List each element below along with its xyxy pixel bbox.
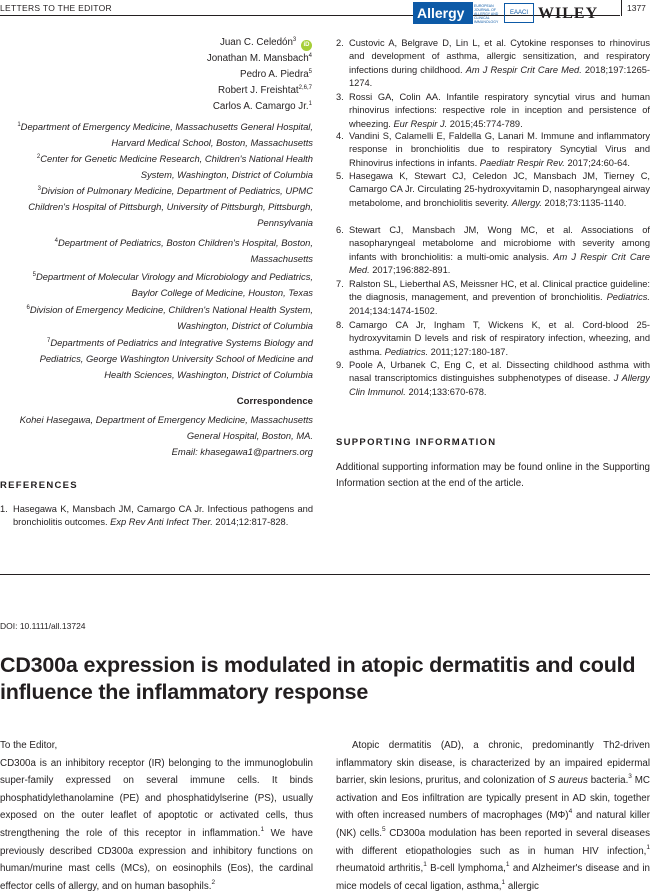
- reference-item: 9. Poole A, Urbanek C, Eng C, et al. Dissecting childhood asthma with nasal transcriptomics distinguishes subphenotypes of disease. J Allergy Clin Immunol. 2014;133:670-678.: [336, 360, 650, 397]
- journal-logo-subtitle: EUROPEAN JOURNAL OF ALLERGY AND CLINICAL IMMUNOLOGY: [474, 4, 499, 24]
- affiliation: $^3$Division of Pulmonary Medicine, Department of Pediatrics, UPMC Children's Hospital of Pittsburgh, University of Pittsburgh, Pittsburgh, Pennsylvania: [28, 185, 313, 228]
- correspondence-block: Kohei Hasegawa, Department of Emergency Medicine, Massachusetts General Hospital, Boston, MA. Email: khasegawa1@partners.org: [19, 414, 313, 457]
- wiley-logo: WILEY: [538, 5, 599, 22]
- reference-item: 5. Hasegawa K, Stewart CJ, Celedon JC, Mansbach JM, Tierney C, Camargo CA Jr. Circulating 25-hydroxyvitamin D, nasopharyngeal airway metabolome, and bronchiolitis severity. Allergy. 2018;73:1135-1140.: [336, 171, 650, 208]
- eaaci-logo: EAACI: [504, 3, 534, 23]
- reference-item: 2. Custovic A, Belgrave D, Lin L, et al. Cytokine responses to rhinovirus and development of asthma, allergic sensitization, and respiratory infections during childhood. Am J Respir Crit Care Med. 2018;197:1265-1274.: [336, 38, 650, 89]
- supporting-info-heading: SUPPORTING INFORMATION: [336, 437, 497, 448]
- correspondence-heading: Correspondence: [236, 396, 313, 407]
- author-line: Pedro A. Piedra$^5$: [240, 69, 312, 80]
- author-line: Carlos A. Camargo Jr.$^1$: [212, 101, 312, 112]
- author-name: Carlos A. Camargo Jr.: [212, 101, 309, 112]
- affiliation: $^1$Department of Emergency Medicine, Massachusetts General Hospital, Harvard Medical School, Boston, Massachusetts: [17, 121, 313, 148]
- article-body-left: [0, 737, 313, 895]
- author-name: Pedro A. Piedra: [240, 69, 309, 80]
- author-line: Juan C. Celedón$^3$ iD: [220, 37, 312, 51]
- references-heading: REFERENCES: [0, 480, 78, 491]
- affiliation: $^6$Division of Emergency Medicine, Children's National Health System, Washington, District of Columbia: [26, 304, 313, 331]
- author-name: Robert J. Freishtat: [218, 85, 299, 96]
- reference-item: 1. Hasegawa K, Mansbach JM, Camargo CA Jr. Infectious pathogens and bronchiolitis outcomes. Exp Rev Anti Infect Ther. 2014;12:817-828.: [0, 504, 313, 528]
- article-divider: [0, 574, 650, 575]
- reference-item: 4. Vandini S, Calamelli E, Faldella G, Lanari M. Immune and inflammatory response in bronchiolitis due to respiratory Syncytial Virus and Rhinovirus infections in infants. Paediatr Respir Rev. 2017;24:60-64.: [336, 131, 650, 168]
- reference-item: 8. Camargo CA Jr, Ingham T, Wickens K, et al. Cord-blood 25-hydroxyvitamin D levels and risk of respiratory infection, wheezing, and asthma. Pediatrics. 2011;127:180-187.: [336, 320, 650, 357]
- correspondence-email[interactable]: Email: khasegawa1@partners.org: [171, 446, 313, 457]
- orcid-icon[interactable]: iD: [301, 40, 312, 51]
- author-line: Jonathan M. Mansbach$^4$: [206, 53, 312, 64]
- affiliation: $^2$Center for Genetic Medicine Research, Children's National Health System, Washington, District of Columbia: [36, 153, 313, 180]
- reference-item: 6. Stewart CJ, Mansbach JM, Wong MC, et al. Associations of nasopharyngeal metabolome and microbiome with severity among infants with bronchiolitis: a multi-omic analysis. Am J Respir Crit Care Med. 2017;196:882-891.: [336, 225, 650, 276]
- affiliation: $^4$Department of Pediatrics, Boston Children's Hospital, Boston, Massachusetts: [54, 237, 313, 264]
- affiliation: $^5$Department of Molecular Virology and Microbiology and Pediatrics, Baylor College of Medicine, Houston, Texas: [32, 271, 313, 298]
- running-header-section: LETTERS TO THE EDITOR: [0, 3, 112, 13]
- author-line: Robert J. Freishtat$^{2,6,7}$: [218, 85, 312, 96]
- article-doi[interactable]: DOI: 10.1111/all.13724: [0, 621, 86, 631]
- salutation: To the Editor,: [0, 740, 58, 751]
- header-divider: [621, 0, 622, 16]
- author-name: Juan C. Celedón: [219, 37, 293, 48]
- allergy-journal-logo: Allergy: [413, 2, 473, 24]
- author-name: Jonathan M. Mansbach: [206, 53, 309, 64]
- paragraph: Atopic dermatitis (AD), a chronic, predominantly Th2-driven inflammatory skin disease, is characterized by an impaired epidermal barrier, skin lesions, pruritus, and colonization of S aureus bacteria.$^3$ MC activation and Eos infiltration are typically present in AD skin, together with often increased numbers of macrophages $(M\Phi)^4$ and natural killer (NK) cells.$^5$ CD300a modulation has been reported in several diseases with different etiopathologies such as in human HIV infection,$^1$ rheumatoid arthritis,$^1$ B-cell lymphoma,$^1$ and Alzheimer's disease and in mice models of cecal ligation, asthma,$^1$ allergic: [336, 740, 650, 892]
- page-number: 1377: [627, 3, 646, 13]
- affiliation: $^7$Departments of Pediatrics and Integrative Systems Biology and Pediatrics, George Washington University School of Medicine and Health Sciences, Washington, District of Columbia: [39, 337, 313, 380]
- article-body-right: [336, 737, 650, 895]
- article-title: CD300a expression is modulated in atopic dermatitis and could influence the inflammatory response: [0, 653, 636, 704]
- paragraph: CD300a is an inhibitory receptor (IR) belonging to the immunoglobulin super-family expressed on several immune cells. It binds phosphatidylethanolamine (PE) and phosphatidylserine (PS), usually exposed on the outer leaflet of apoptotic or activated cells, thus strengthening the role of this receptor in inflammation.$^1$ We have previously described CD300a expression and inhibitory functions on human/murine mast cells (MCs), on eosinophils (Eos), the cardinal effector cells of allergy, and on human basophils.$^2$: [0, 757, 313, 892]
- reference-item: 7. Ralston SL, Lieberthal AS, Meissner HC, et al. Clinical practice guideline: the diagnosis, management, and prevention of bronchiolitis. Pediatrics. 2014;134:1474-1502.: [336, 279, 650, 316]
- reference-item: 3. Rossi GA, Colin AA. Infantile respiratory syncytial virus and human rhinovirus infections: respective role in inception and persistence of wheezing. Eur Respir J. 2015;45:774-789.: [336, 92, 650, 129]
- supporting-info-text: Additional supporting information may be found online in the Supporting Information section at the end of the article.: [336, 462, 650, 489]
